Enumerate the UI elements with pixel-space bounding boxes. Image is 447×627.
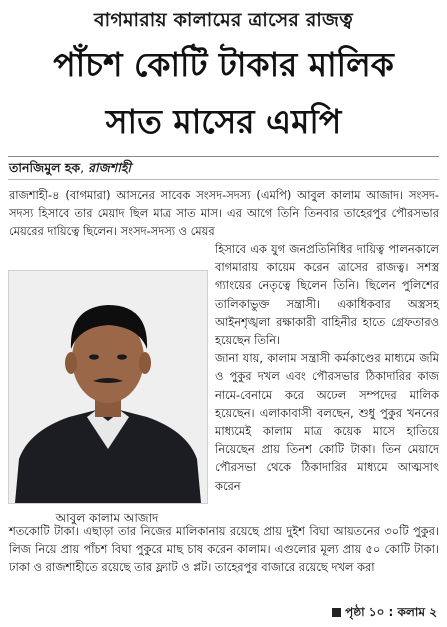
byline-name: তানজিমুল হক <box>9 160 81 175</box>
continuation-note <box>332 604 437 624</box>
right-column-paragraph-1: হিসাবে এক যুগ জনপ্রতিনিধির দায়িত্ব পালনকালে বাগমারায় কায়েম করেন ত্রাসের রাজত্ব। সশস্ত্র গ্যাংয়ের নেতৃত্বে ছিলেন তিনি। ছিলেন পুলিশের তালিকাভুক্ত সন্ত্রাসী। একাধিকবার অস্ত্রসহ আইনশৃঙ্খলা রক্ষাকারী বাহিনীর হাতে গ্রেফতারও হয়েছেন তিনি। <box>215 242 439 348</box>
photo-caption: আবুল কালাম আজাদ <box>55 511 159 525</box>
byline-separator: , <box>80 160 89 175</box>
byline <box>9 160 131 180</box>
headline-divider <box>8 156 439 157</box>
byline-place: রাজশাহী <box>88 160 131 175</box>
tail-paragraph: শতকোটি টাকা। এছাড়া তার নিজের মালিকানায় রয়েছে প্রায় দুইশ বিঘা আয়তনের ৩০টি পুকুর। লিজ নিয়ে প্রায় পাঁচশ বিঘা পুকুরে মাছ চাষ করেন কালাম। এগুলোর মূল্য প্রায় ৫০ কোটি টাকা। ঢাকা ও রাজশাহীতে রয়েছে তার ফ্ল্যাট ও প্লট। তাহেরপুর বাজারে রয়েছে দখল করা <box>9 524 439 575</box>
continuation-text: পৃষ্ঠা ১০ : কলাম ২ <box>345 605 437 619</box>
lead-paragraph: রাজশাহী-৪ (বাগমারা) আসনের সাবেক সংসদ-সদস্য (এমপি) আবুল কালাম আজাদ। সংসদ-সদস্য হিসাবে তার মেয়াদ ছিল মাত্র সাত মাস। এর আগে তিনি তিনবার তাহেরপুর পৌরসভার মেয়রের দায়িত্বে ছিলেন। সংসদ-সদস্য ও মেয়র <box>9 188 439 239</box>
right-column-paragraph-2: জানা যায়, কালাম সন্ত্রাসী কর্মকাণ্ডের মাধ্যমে জমি ও পুকুর দখল এবং পৌরসভার ঠিকাদারির কাজ নামে-বেনামে করে অঢেল সম্পদের মালিক হয়েছেন। এলাকাবাসী বলছেন, শুধু পুকুর খননের মাধ্যমেই কালাম মাত্র কয়েক মাসে হাতিয়ে নিয়েছেন প্রায় তিনশ কোটি টাকা। তিন মেয়াদে পৌরসভা থেকে ঠিকাদারির মাধ্যমে আত্মসাৎ করেন <box>215 351 439 493</box>
headline-line-1: পাঁচশ কোটি টাকার মালিক <box>53 45 394 84</box>
right-column <box>215 240 439 495</box>
article-kicker: বাগমারায় কালামের ত্রাসের রাজত্ব <box>94 9 353 31</box>
byline-divider <box>8 179 439 180</box>
headline-line-2: সাত মাসের এমপি <box>105 102 342 141</box>
portrait-photo <box>8 270 208 504</box>
square-bullet-icon <box>332 608 341 617</box>
